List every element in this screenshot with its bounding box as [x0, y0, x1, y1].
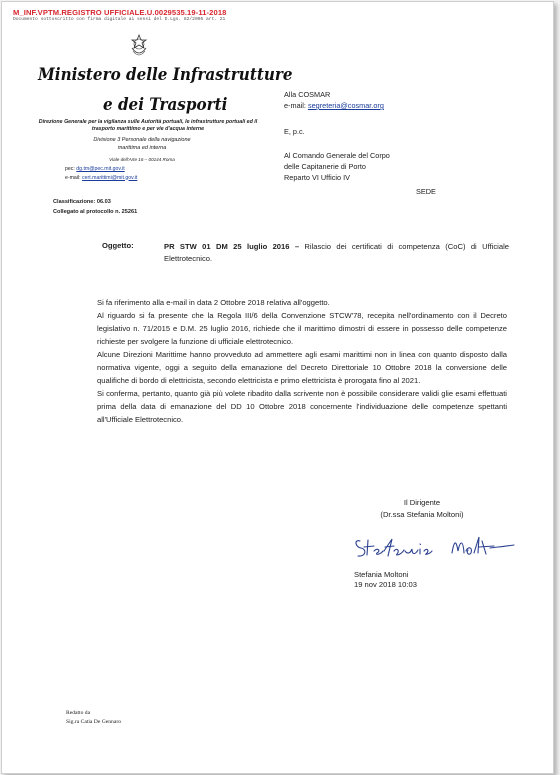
- email-link[interactable]: cert.marittimi@mit.gov.it: [82, 174, 138, 181]
- email-label: e-mail:: [65, 174, 81, 181]
- classification: Classificazione: 06.03: [53, 199, 111, 205]
- pec-label: pec:: [65, 166, 75, 172]
- ministry-name-line1: Ministero delle Infrastrutture: [38, 65, 293, 84]
- paragraph-1: Si fa riferimento alla e-mail in data 2 Ottobre 2018 relativa all'oggetto.: [97, 298, 330, 307]
- signer-block: [347, 497, 497, 521]
- drafted-by-label: Redatto da: [66, 710, 91, 716]
- drafted-by-name: Sig.ra Catia De Gennaro: [66, 719, 121, 725]
- republic-emblem-icon: [129, 34, 149, 60]
- signer-name: (Dr.ssa Stefania Moltoni): [380, 510, 464, 519]
- paragraph-4: Si conferma, pertanto, quanto già più volete ribadito dalla scrivente non è possibile considerare validi glie esami effettuati prima della data di emanazione del DD 10 Ottobre 2018 concernente l'individuazione delle competenze spettanti all'Ufficiale Elettrotecnico.: [97, 389, 507, 424]
- recipient-email-link[interactable]: segreteria@cosmar.org: [307, 101, 384, 110]
- division-line1: Divisione 3 Personale della navigazione: [93, 137, 191, 143]
- recipient-email-label: e-mail:: [284, 101, 306, 110]
- document-page: [1, 1, 554, 774]
- classification-block: [53, 197, 137, 217]
- pec-link[interactable]: dg.tm@pec.mit.gov.it: [76, 166, 125, 172]
- protocol-stamp: M_INF.VPTM.REGISTRO UFFICIALE.U.0029535.19-11-2018: [13, 8, 227, 17]
- subject-reference: PR STW 01 DM 25 luglio 2016 –: [164, 242, 300, 251]
- digital-signer: [354, 570, 417, 590]
- digital-signature-note: Documento sottoscritto con firma digitale ai sensi del D.Lgs. 82/2005 art. 21: [13, 17, 226, 22]
- subject-description: Rilascio dei certificati di competenza (CoC) di Ufficiale Elettrotecnico.: [164, 242, 509, 263]
- subject-text: [164, 241, 509, 264]
- cc-line3: Reparto VI Ufficio IV: [284, 173, 350, 182]
- linked-protocol: Collegato al protocollo n. 25261: [53, 209, 138, 215]
- recipient-block: [284, 89, 384, 111]
- subject-label: Oggetto:: [102, 241, 134, 250]
- drafted-by-block: [66, 709, 121, 727]
- signed-name: Stefania Moltoni: [354, 570, 409, 579]
- cc-recipient-block: [284, 150, 390, 183]
- division-line2: marittima ed interna: [117, 144, 167, 151]
- paragraph-2: Al riguardo si fa presente che la Regola III/6 della Convenzione STCW'78, recepita nell'ordinamento con il Decreto legislativo n. 71/2015 e D.M. 25 luglio 2016, richiede che il marittimo dimostri di essere in possesso delle competenze richieste per svolgere la funzione di ufficiale elettrotecnico.: [97, 311, 507, 346]
- paragraph-3: Alcune Direzioni Marittime hanno provveduto ad ammettere agli esami marittimi non in linea con quanto disposto dalla normativa vigente, oggi a seguito della emanazione del Decreto Direttoriale 10 Ottobre 2018 la conversione delle qualifiche di bordo di elettricista, secondo elettricista e primo elettricista è prorogata fino al 2021.: [97, 350, 507, 385]
- cc-label: E, p.c.: [284, 127, 305, 136]
- office-address: Viale dell'Arte 16 – 00144 Roma: [109, 157, 175, 162]
- cc-line2: delle Capitanerie di Porto: [284, 162, 366, 171]
- division: [82, 137, 202, 152]
- handwritten-signature: [352, 529, 522, 563]
- signer-role: Il Dirigente: [403, 498, 441, 507]
- general-direction: Direzione Generale per la vigilanza sulle Autorità portuali, le infrastrutture portuali ed il trasporto marittimo e per vie d'acqua interne: [38, 119, 258, 132]
- cc-line1: Al Comando Generale del Corpo: [284, 151, 390, 160]
- contact-block: [65, 165, 137, 182]
- signed-date: 19 nov 2018 10:03: [354, 580, 417, 589]
- ministry-name-line2: e dei Trasporti: [103, 95, 228, 114]
- letter-body: [97, 296, 507, 426]
- sede-label: SEDE: [416, 187, 436, 196]
- recipient-name: Alla COSMAR: [284, 90, 331, 99]
